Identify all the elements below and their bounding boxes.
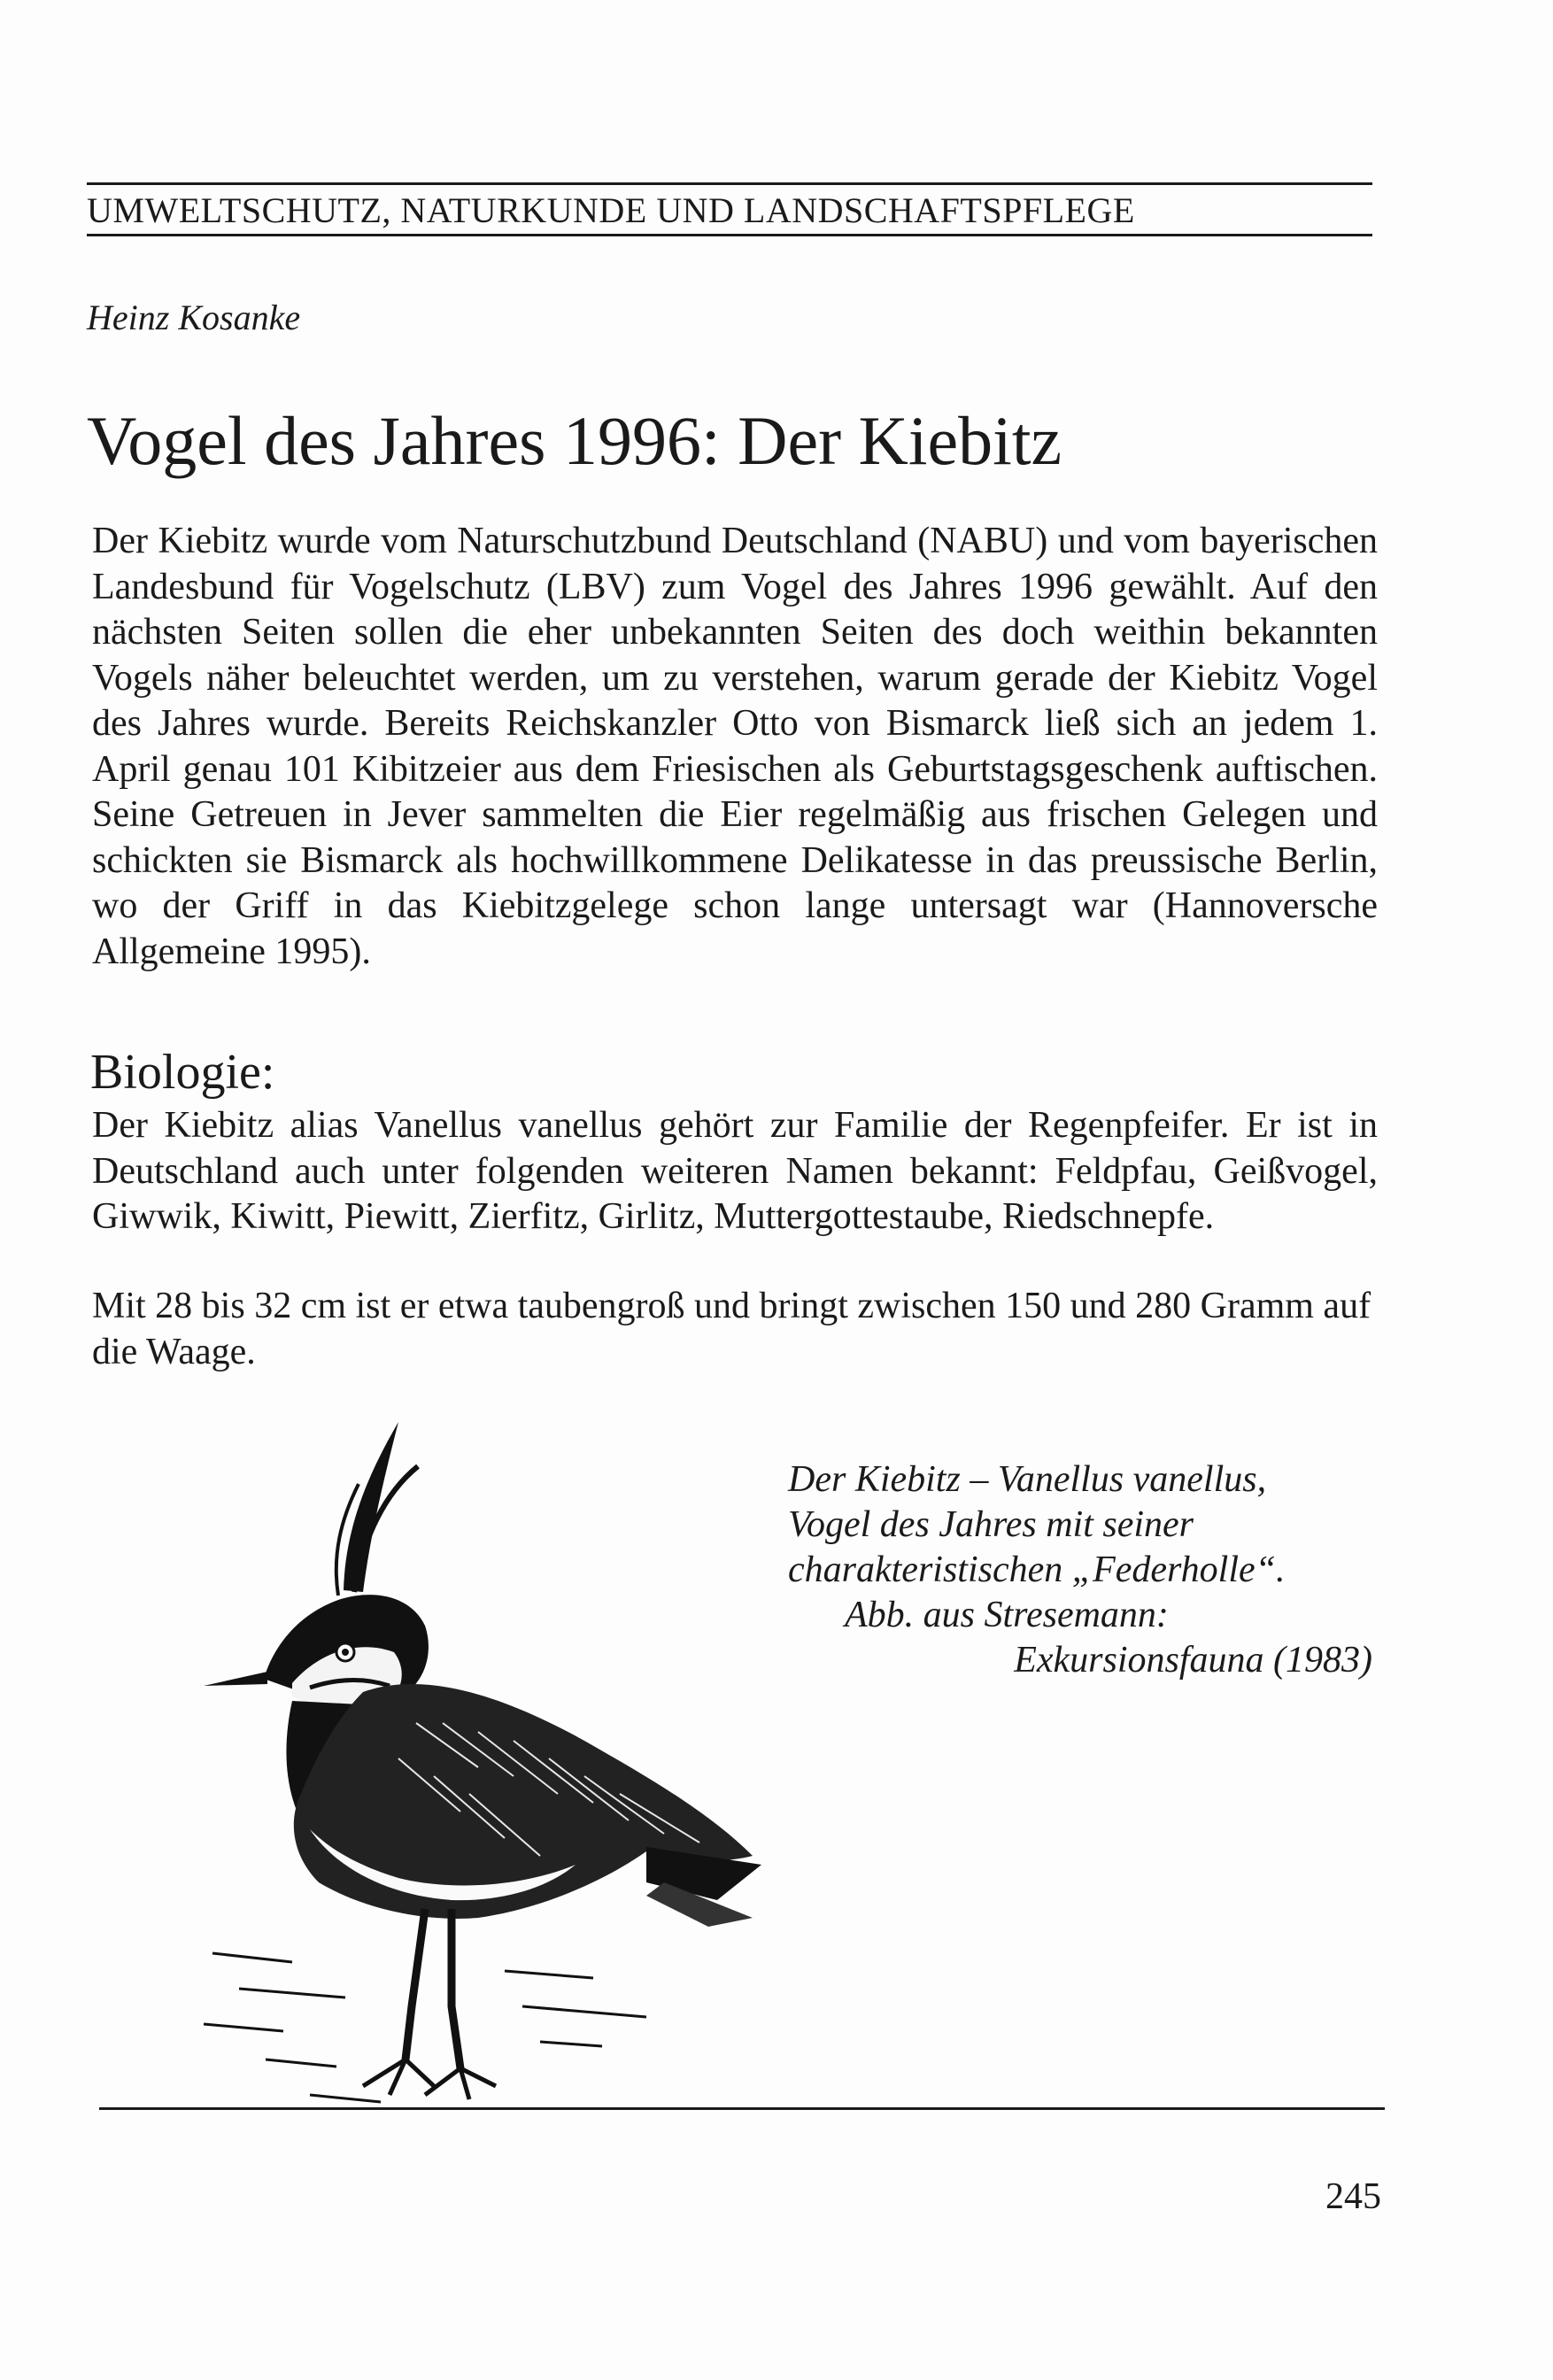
biology-paragraph-1: Der Kiebitz alias Vanellus vanellus gehört zur Familie der Regenpfeifer. Er ist in Deutschland auch unter folgenden weiteren Namen bekannt: Feldpfau, Geißvogel, Giwwik, Kiwitt, Piewitt, Zierfitz, Girlitz, Muttergottestaube, Riedschnepfe.	[92, 1105, 1378, 1237]
figure-caption	[788, 1457, 1390, 1683]
biology-heading: Biologie:	[90, 1045, 275, 1100]
caption-line-5: Exkursionsfauna (1983)	[1014, 1640, 1372, 1681]
caption-line-1: Der Kiebitz – Vanellus vanellus,	[788, 1459, 1267, 1500]
article-title: Vogel des Jahres 1996: Der Kiebitz	[87, 402, 1062, 479]
caption-line-2: Vogel des Jahres mit seiner	[788, 1504, 1194, 1545]
intro-paragraph: Der Kiebitz wurde vom Naturschutzbund Deutschland (NABU) und vom bayerischen Landesbund für Vogelschutz (LBV) zum Vogel des Jahres 1996 gewählt. Auf den nächsten Seiten sollen die eher unbekannten Seiten des doch weithin bekannten Vogels näher beleuchtet werden, um zu verstehen, warum gerade der Kiebitz Vogel des Jahres wurde. Bereits Reichskanzler Otto von Bismarck ließ sich an jedem 1. April genau 101 Kibitzeier aus dem Friesischen als Geburtstagsgeschenk auftischen. Seine Getreuen in Jever sammelten die Eier regelmäßig aus frischen Gelegen und schickten sie Bismarck als hochwillkommene Delikatesse in das preussische Berlin, wo der Griff in das Kiebitzgelege schon lange untersagt war (Hannoversche Allgemeine 1995).	[92, 521, 1378, 972]
caption-line-3: charakteristischen „Federholle“.	[788, 1549, 1286, 1590]
section-header: UMWELTSCHUTZ, NATURKUNDE UND LANDSCHAFTSPFLEGE	[87, 190, 1135, 230]
footer-rule	[99, 2107, 1385, 2110]
author-name: Heinz Kosanke	[87, 298, 301, 337]
biology-paragraph-2: Mit 28 bis 32 cm ist er etwa taubengroß und bringt zwischen 150 und 280 Gramm auf die Waage.	[92, 1286, 1371, 1372]
page-number: 245	[1325, 2176, 1381, 2217]
lapwing-illustration	[186, 1387, 788, 2113]
header-rule-bottom	[87, 234, 1372, 236]
caption-line-4: Abb. aus Stresemann:	[845, 1595, 1169, 1635]
header-rule-top	[87, 182, 1372, 185]
